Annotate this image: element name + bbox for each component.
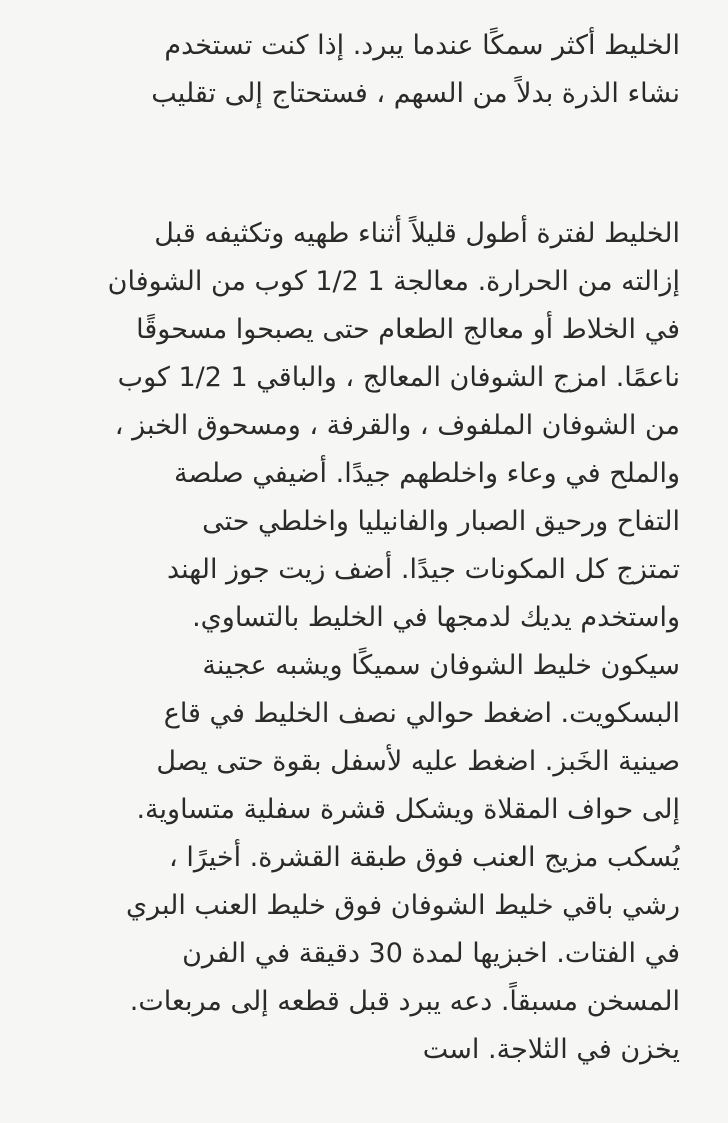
text-line: في الفتات. اخبزيها لمدة 30 دقيقة في الفرن	[182, 938, 680, 969]
text-line: إلى حواف المقلاة ويشكل قشرة سفلية متساوية.	[136, 794, 680, 825]
text-line: واستخدم يديك لدمجها في الخليط بالتساوي.	[192, 602, 680, 633]
text-line: المسخن مسبقاً. دعه يبرد قبل قطعه إلى مربعات.	[129, 986, 680, 1017]
text-line: ناعمًا. امزج الشوفان المعالج ، والباقي 1 1/2 كوب	[117, 362, 680, 393]
text-line: رشي باقي خليط الشوفان فوق خليط العنب البري	[125, 890, 680, 921]
text-line: الخليط لفترة أطول قليلاً أثناء طهيه وتكثيفه قبل	[154, 218, 680, 249]
text-line: تمتزج كل المكونات جيدًا. أضف زيت جوز الهند	[166, 554, 680, 585]
paragraph-1	[44, 22, 680, 118]
paragraph-2	[44, 210, 680, 1074]
text-line: الخليط أكثر سمكًا عندما يبرد. إذا كنت تستخدم	[164, 30, 680, 61]
text-line: يُسكب مزيج العنب فوق طبقة القشرة. أخيرًا ،	[169, 842, 680, 873]
text-line: صينية الخَبز. اضغط عليه لأسفل بقوة حتى يصل	[156, 746, 680, 777]
text-line: نشاء الذرة بدلاً من السهم ، فستحتاج إلى تقليب	[151, 78, 680, 109]
text-line: إزالته من الحرارة. معالجة 1 1/2 كوب من الشوفان	[107, 266, 680, 297]
text-line: من الشوفان الملفوف ، والقرفة ، ومسحوق الخبز ،	[114, 410, 680, 441]
text-line: سيكون خليط الشوفان سميكًا ويشبه عجينة	[202, 650, 680, 681]
text-line: والملح في وعاء واخلطهم جيدًا. أضيفي صلصة	[173, 458, 680, 489]
text-line: التفاح ورحيق الصبار والفانيليا واخلطي حتى	[202, 506, 680, 537]
text-line: يخزن في الثلاجة. است	[422, 1034, 680, 1065]
cut-off-top-line	[40, 0, 688, 6]
text-line: البسكويت. اضغط حوالي نصف الخليط في قاع	[163, 698, 680, 729]
text-line: في الخلاط أو معالج الطعام حتى يصبحوا مسحوقًا	[136, 314, 680, 345]
